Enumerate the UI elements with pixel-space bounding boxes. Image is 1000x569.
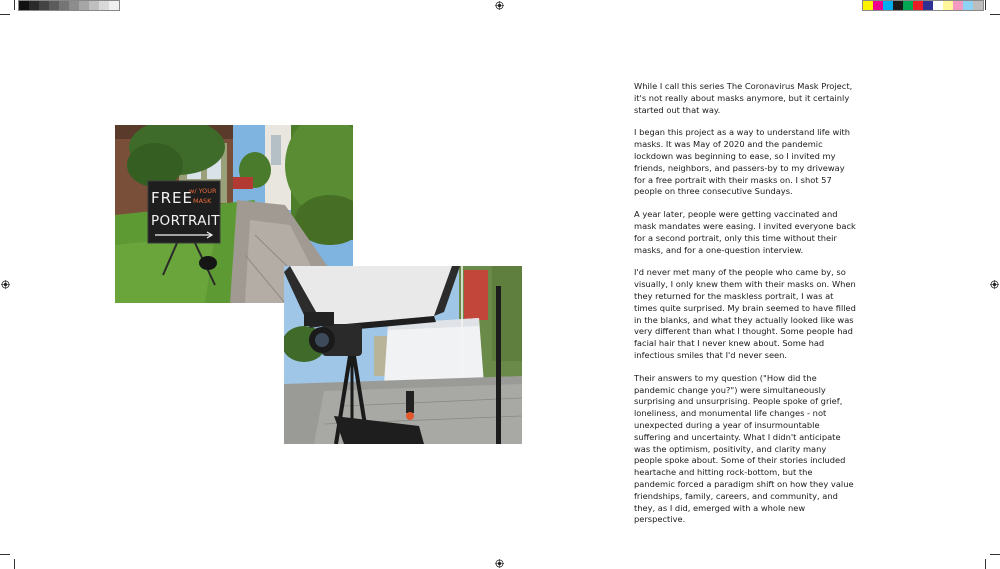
gray-swatch <box>109 1 119 10</box>
color-swatch <box>893 1 903 10</box>
color-swatch <box>973 1 983 10</box>
gray-swatch <box>49 1 59 10</box>
sign-text-free: FREE <box>151 189 194 207</box>
sign-text-your: w/ YOUR <box>189 187 217 195</box>
studio-setup-photo <box>284 266 522 444</box>
crop-mark-top-right <box>985 0 986 10</box>
sign-text-mask: MASK <box>193 197 212 205</box>
gray-swatch <box>69 1 79 10</box>
essay-text-column <box>634 81 856 537</box>
gray-swatch <box>59 1 69 10</box>
essay-paragraph: A year later, people were getting vaccinated and mask mandates were easing. I invited everyone back for a second portrait, only this time without their masks, and for a one-question interview. <box>634 209 856 255</box>
essay-paragraph: While I call this series The Coronavirus Mask Project, it's not really about masks anymore, but it certainly started out that way. <box>634 81 853 115</box>
crop-mark-top-right-h <box>990 14 1000 15</box>
essay-paragraph: I'd never met many of the people who came by, so visually, I only knew them with their masks on. When they returned for the maskless portrait, I was at times quite surprised. My brain seemed to have filled in the blanks, and what they actually looked like was very different than what I thought. Some people had facial hair that I never knew about. Some had infectious smiles that I'd never seen. <box>634 267 856 360</box>
sign-text-portrait: PORTRAIT <box>151 213 220 229</box>
crop-mark-bottom-right-h <box>990 554 1000 555</box>
essay-paragraph: Their answers to my question ("How did the pandemic change you?") were simultaneously surprising and unsurprising. People spoke of grief, loneliness, and monumental life changes - not unexpected during a year of insurmountable suffering and uncertainty. What I didn't anticipate was the optimism, positivity, and clarity many people spoke about. Some of their stories included heartache and hitting rock-bottom, but the pandemic forced a paradigm shift on how they value friendships, family, careers, and community, and they, as I did, emerged with a whole new perspective. <box>634 372 854 525</box>
registration-mark-bottom <box>495 559 504 568</box>
color-swatch <box>953 1 963 10</box>
crop-mark-top-left <box>14 0 15 10</box>
color-swatch <box>923 1 933 10</box>
gray-swatch <box>29 1 39 10</box>
gray-swatch <box>99 1 109 10</box>
color-calibration-bar <box>862 0 984 11</box>
registration-mark-top <box>495 1 504 10</box>
color-swatch <box>943 1 953 10</box>
color-swatch <box>913 1 923 10</box>
gray-swatch <box>89 1 99 10</box>
gray-swatch <box>79 1 89 10</box>
grayscale-calibration-bar <box>18 0 120 11</box>
crop-mark-top-left-h <box>0 14 10 15</box>
color-swatch <box>873 1 883 10</box>
color-swatch <box>963 1 973 10</box>
color-swatch <box>883 1 893 10</box>
gray-swatch <box>19 1 29 10</box>
essay-paragraph: I began this project as a way to understand life with masks. It was May of 2020 and the pandemic lockdown was beginning to ease, so I invited my friends, neighbors, and passers-by to my driveway for a free portrait with their masks on. I shot 57 people on three consecutive Sundays. <box>634 127 851 197</box>
color-swatch <box>863 1 873 10</box>
registration-mark-left <box>1 280 10 289</box>
color-swatch <box>903 1 913 10</box>
crop-mark-bottom-left-h <box>0 554 10 555</box>
crop-mark-bottom-right <box>985 559 986 569</box>
registration-mark-right <box>990 280 999 289</box>
gray-swatch <box>39 1 49 10</box>
crop-mark-bottom-left <box>14 559 15 569</box>
color-swatch <box>933 1 943 10</box>
